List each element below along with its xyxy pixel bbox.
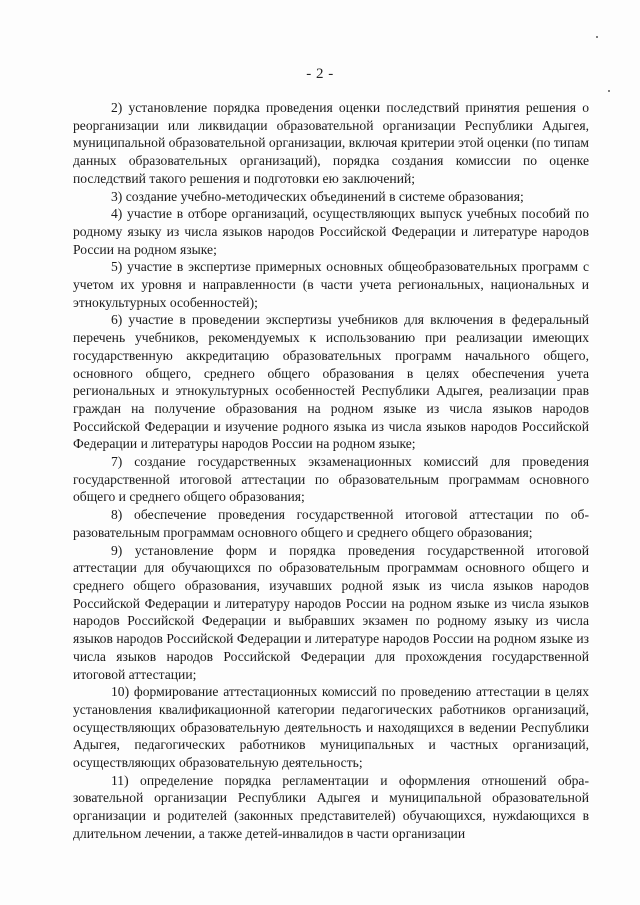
- paragraph-item-9: 9) установление форм и порядка проведения государственной итоговой аттестации для обучающихся по образовательным программам основного общего и среднего общего образования, изучавших родной язык из числа языков народов Российской Федерации и литературу народов России на родном языке из числа языков народов Российской Федерации и выбравших экзамен по родному языку из числа языков народов Российской Федерации и литературе народов России на родном языке из числа языков народов Российской Федерации для прохождения государственной итоговой аттестации;: [73, 542, 589, 682]
- paragraph-item-8: 8) обеспечение проведения государственной итоговой аттестации по образовательным программам основного общего и среднего общего образования;: [73, 507, 589, 540]
- paragraph-item-6: 6) участие в проведении экспертизы учебников для включения в федеральный перечень учебников, рекомендуемых к использованию при реализации имеющих государственную аккредитацию образовательных программ начального общего, основного общего, среднего общего образования в целях обеспечения учета региональных и этнокультурных особенностей Республики Адыгея, реализации прав граждан на получение образования на родном языке из числа языков народов Российской Федерации и изучение родного языка из числа языков народов Российской Федерации и литературы народов России на родном языке;: [73, 312, 589, 452]
- document-body: [73, 99, 589, 843]
- scan-speck: [596, 36, 598, 38]
- page-number: - 2 -: [306, 66, 334, 82]
- paragraph-item-3: 3) создание учебно-методических объединений в системе образования;: [111, 188, 524, 204]
- paragraph-item-7: 7) создание государственных экзаменационных комиссий для проведения государственной итоговой аттестации по образовательным программам основного общего и среднего общего образования;: [73, 454, 589, 505]
- paragraph-item-11: 11) определение порядка регламентации и оформления отношений образовательной организации Республики Адыгея и муниципальной образовательной организации и родителей (законных представителей) обучающихся, нужdающихся в длительном лечении, а также детей-инвалидов в части организации: [73, 772, 589, 841]
- paragraph-item-4: 4) участие в отборе организаций, осуществляющих выпуск учебных пособий по родному языку из числа языков народов Российской Федерации и литературе народов России на родном языке;: [73, 206, 589, 257]
- paragraph-item-5: 5) участие в экспертизе примерных основных общеобразовательных программ с учетом их уровня и направленности (в части учета региональных, национальных и этнокультурных особенностей);: [73, 259, 589, 310]
- paragraph-item-10: 10) формирование аттестационных комиссий по проведению аттестации в целях установления квалификационной категории педагогических работников организаций, осуществляющих образовательную деятельность и находящихся в ведении Республики Адыгея, педагогических работников муниципальных и частных организаций, осуществляющих образовательную деятельность;: [73, 684, 589, 771]
- scan-speck: [608, 90, 610, 92]
- paragraph-item-2: 2) установление порядка проведения оценки последствий принятия решения о реорганизации или ликвидации образовательной организации Республики Адыгея, муниципальной образовательной организации, включая критерии этой оценки (по типам данных образовательных организаций), порядка создания комиссии по оценке последствий такого решения и подготовки ею заключений;: [73, 100, 589, 186]
